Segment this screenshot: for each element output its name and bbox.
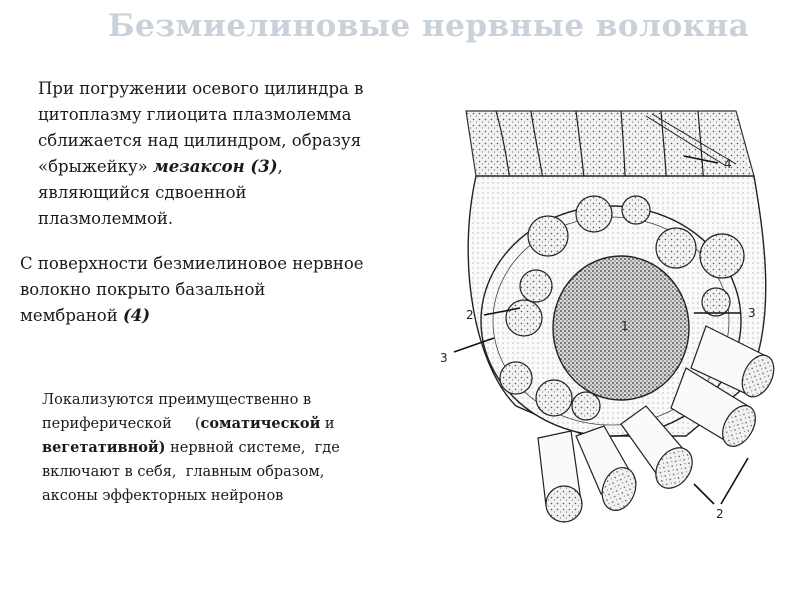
text-line xyxy=(42,412,422,436)
nerve-fiber-illustration xyxy=(436,106,788,524)
text-line: волокно покрыто базальной xyxy=(20,280,266,299)
text-line xyxy=(38,154,428,180)
label-mesaxon-right: 3 xyxy=(748,306,756,320)
label-mesaxon-left: 3 xyxy=(440,351,448,365)
label-axon-left: 2 xyxy=(466,308,474,322)
text-run: , xyxy=(277,157,283,176)
text-line: цитоплазму глиоцита плазмолемма xyxy=(38,105,352,124)
text-line: являющийся сдвоенной xyxy=(38,183,247,202)
paragraph-localization xyxy=(42,388,422,508)
text-line: С поверхности безмиелиновое нервное xyxy=(20,254,364,273)
term-vegetative: вегетативной) xyxy=(42,439,166,456)
label-axon-bottom: 2 xyxy=(716,507,724,521)
nerve-fiber-drawing xyxy=(436,106,788,524)
paragraph-mesaxon xyxy=(38,76,428,232)
text-line xyxy=(42,436,422,460)
slide-title: Безмиелиновые нервные волокна xyxy=(108,8,750,44)
label-basal-membrane: 4 xyxy=(724,157,732,171)
term-ref-4: (4) xyxy=(122,306,151,325)
text-line xyxy=(20,303,430,329)
text-line: плазмолеммой. xyxy=(38,209,174,228)
text-run: мембраной xyxy=(20,306,123,325)
term-mesaxon: мезаксон (3) xyxy=(153,157,278,176)
text-line: аксоны эффекторных нейронов xyxy=(42,488,284,504)
paragraph-basal-membrane xyxy=(20,251,430,329)
text-line: При погружении осевого цилиндра в xyxy=(38,79,364,98)
text-run: и xyxy=(320,416,335,432)
label-nucleus: 1 xyxy=(621,319,629,333)
term-somatic: соматической xyxy=(200,415,321,432)
text-run: периферической ( xyxy=(42,416,201,432)
text-line: включают в себя, главным образом, xyxy=(42,464,325,480)
text-line: Локализуются преимущественно в xyxy=(42,392,312,408)
text-line: сближается над цилиндром, образуя xyxy=(38,131,362,150)
text-run: нервной системе, где xyxy=(165,440,340,456)
text-run: «брыжейку» xyxy=(38,157,154,176)
